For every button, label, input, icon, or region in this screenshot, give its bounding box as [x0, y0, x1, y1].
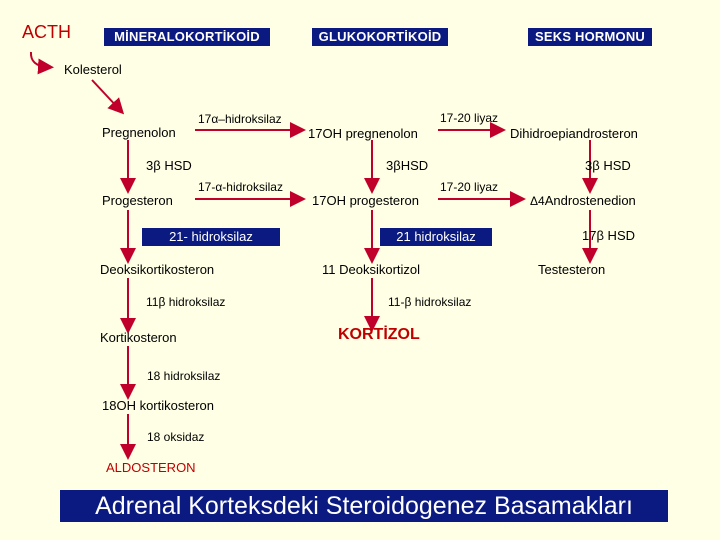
acth-arrow	[31, 52, 48, 67]
delta-prefix: Δ4	[530, 194, 545, 208]
enzyme-17-20-liyaz-2: 17-20 liyaz	[440, 180, 499, 194]
enzyme-21-hidroksilaz-box-1: 21- hidroksilaz	[142, 228, 280, 246]
compound-pregnenolon: Pregnenolon	[102, 125, 176, 140]
compound-17oh-progesteron: 17OH progesteron	[312, 193, 419, 208]
arrow-kolesterol-pregnenolon	[92, 80, 120, 110]
compound-aldosteron: ALDOSTERON	[106, 460, 196, 475]
compound-kortikosteron: Kortikosteron	[100, 330, 177, 345]
compound-progesteron: Progesteron	[102, 193, 173, 208]
header-mineralokortikoid: MİNERALOKORTİKOİD	[104, 28, 270, 46]
compound-androstenedion-name: Androstenedion	[544, 193, 636, 208]
compound-deoksikortikosteron: Deoksikortikosteron	[100, 262, 215, 277]
header-seks-hormonu: SEKS HORMONU	[528, 28, 652, 46]
enzyme-21-hidroksilaz-box-2: 21 hidroksilaz	[380, 228, 492, 246]
compound-androstenedion	[530, 193, 636, 208]
enzyme-18-hidroksilaz: 18 hidroksilaz	[147, 369, 221, 383]
enzyme-11b-hidroksilaz-2: 11-β hidroksilaz	[388, 295, 472, 309]
enzyme-3b-hsd-3: 3β HSD	[585, 158, 631, 173]
enzyme-18-oksidaz: 18 oksidaz	[147, 430, 205, 444]
compound-testesteron: Testesteron	[538, 262, 606, 277]
compound-kortizol: KORTİZOL	[338, 326, 420, 343]
enzyme-17-20-liyaz-1: 17-20 liyaz	[440, 111, 499, 125]
header-glukokortikoid: GLUKOKORTİKOİD	[312, 28, 448, 46]
compound-11-deoksikortizol: 11 Deoksikortizol	[322, 262, 421, 277]
acth-label: ACTH	[22, 22, 71, 42]
enzyme-3b-hsd-2: 3βHSD	[386, 158, 429, 173]
compound-18oh-kortikosteron: 18OH kortikosteron	[102, 398, 214, 413]
enzyme-17a-hidroksilaz-1: 17α–hidroksilaz	[198, 112, 282, 126]
slide-title: Adrenal Korteksdeki Steroidogenez Basamakları	[60, 490, 668, 522]
enzyme-17a-hidroksilaz-2: 17-α-hidroksilaz	[198, 180, 283, 194]
compound-dihidroepiandrosteron: Dihidroepiandrosteron	[510, 126, 638, 141]
compound-17oh-pregnenolon: 17OH pregnenolon	[308, 126, 418, 141]
enzyme-17b-hsd: 17β HSD	[582, 228, 635, 243]
compound-kolesterol: Kolesterol	[64, 62, 122, 77]
enzyme-11b-hidroksilaz-1: 11β hidroksilaz	[146, 295, 226, 309]
enzyme-3b-hsd-1: 3β HSD	[146, 158, 192, 173]
